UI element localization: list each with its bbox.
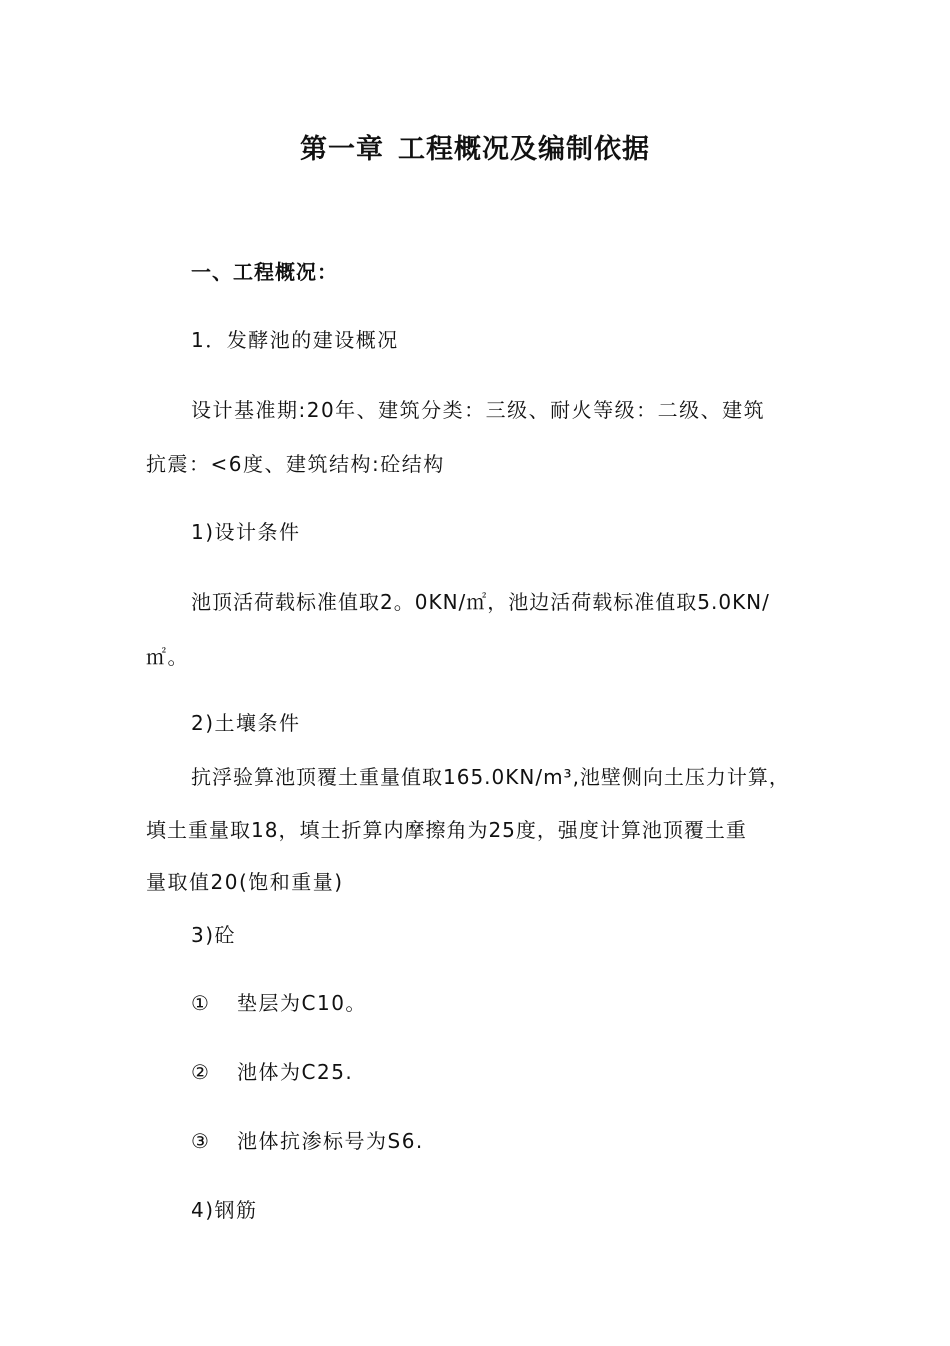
section-heading: 一、工程概况： bbox=[191, 260, 338, 284]
paragraph-line: ㎡。 bbox=[146, 645, 189, 669]
list-item-text: 池体抗渗标号为S6. bbox=[237, 1129, 424, 1153]
paragraph-line: 抗浮验算池顶覆土重量值取165.0KN/m³,池壁侧向土压力计算， bbox=[191, 765, 790, 789]
item-heading: 1．发酵池的建设概况 bbox=[191, 328, 399, 352]
paragraph-line: 设计基准期:20年、建筑分类：三级、耐火等级：二级、建筑 bbox=[191, 398, 766, 422]
chapter-name: 工程概况及编制依据 bbox=[398, 134, 650, 165]
list-item bbox=[191, 1058, 353, 1086]
paragraph-line: 量取值20(饱和重量) bbox=[146, 870, 344, 894]
chapter-number: 第一章 bbox=[300, 134, 384, 165]
list-item bbox=[191, 1127, 424, 1155]
list-marker: ① bbox=[191, 991, 211, 1015]
list-item-text: 池体为C25. bbox=[237, 1060, 354, 1084]
subheading: 1)设计条件 bbox=[191, 520, 301, 544]
chapter-title bbox=[0, 133, 950, 167]
paragraph-line: 填土重量取18，填土折算内摩擦角为25度，强度计算池顶覆土重 bbox=[146, 818, 747, 842]
list-item bbox=[191, 989, 367, 1017]
subheading: 2)土壤条件 bbox=[191, 711, 301, 735]
list-marker: ③ bbox=[191, 1129, 211, 1153]
list-item-text: 垫层为C10。 bbox=[237, 991, 367, 1015]
list-marker: ② bbox=[191, 1060, 211, 1084]
subheading: 4)钢筋 bbox=[191, 1198, 258, 1222]
paragraph-line: 抗震：<6度、建筑结构:砼结构 bbox=[146, 452, 445, 476]
paragraph-line: 池顶活荷载标准值取2。0KN/㎡，池边活荷载标准值取5.0KN/ bbox=[191, 590, 770, 614]
subheading: 3)砼 bbox=[191, 923, 237, 947]
